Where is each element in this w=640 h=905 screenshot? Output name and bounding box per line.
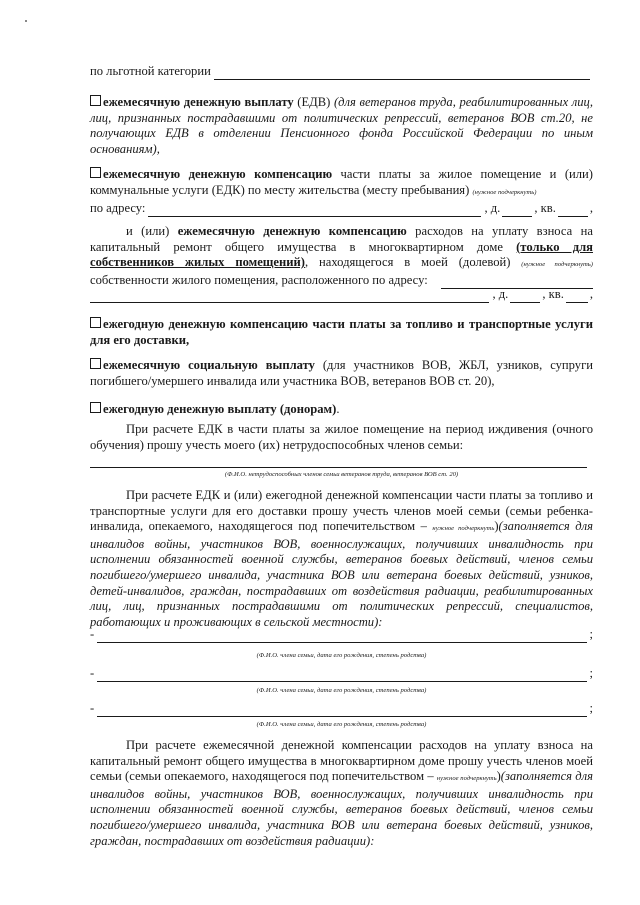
fuel-title: ежегодную денежную компенсацию части платы за топливо и транспортные услуги для его доставки, — [90, 317, 593, 347]
checkbox-social[interactable] — [90, 358, 101, 369]
fuel-family-paragraph — [90, 488, 593, 630]
fuel-family-hint: нужное подчеркнуть — [432, 525, 495, 533]
flat2-field[interactable] — [566, 291, 588, 303]
fuel-family-text: При расчете ЕДК и (или) ежегодной денежной компенсации части платы за топливо и транспортные услуги для его доставки прошу учесть членов моей семьи (семьи ребенка-инвалида, опекаемого, находящегося под попечительством – — [90, 488, 593, 534]
member-line-3 — [90, 701, 593, 717]
category-label: по льготной категории — [90, 64, 211, 78]
category-line — [90, 64, 593, 80]
member-field-2[interactable] — [97, 670, 586, 682]
dependents-caption: (Ф.И.О. нетрудоспособных членов семьи ветеранов труда, ветеранов ВОВ ст. 20) — [224, 471, 459, 478]
capital-start: и (или) — [126, 224, 178, 238]
social-title: ежемесячную социальную выплату — [103, 358, 315, 372]
address2-field[interactable] — [90, 291, 489, 303]
checkbox-edv[interactable] — [90, 95, 101, 106]
donor-end: . — [336, 402, 340, 416]
edv-title: ежемесячную денежную выплату — [103, 95, 294, 109]
capital-text2: , находящегося в моей (долевой) — [304, 255, 522, 270]
house2-field[interactable] — [510, 291, 540, 303]
member-field-3[interactable] — [97, 705, 586, 717]
edk-title: ежемесячную денежную компенсацию — [103, 167, 333, 181]
member-caption-3: (Ф.И.О. члена семьи, дата его рождения, степень родства) — [256, 721, 427, 728]
member-end: ; — [589, 701, 593, 715]
address-line-2 — [90, 287, 593, 303]
option-fuel — [90, 317, 593, 348]
address-end: , — [589, 201, 593, 215]
fuel-family-note: (заполняется для инвалидов войны, участников ВОВ, военнослужащих, получивших инвалидность при исполнении обязанностей военной службы, ветеранов боевых действий, членов семьи погибшего/умершего инвалида, участника ВОВ или ветерана боевых действий, узников, детей-инвалидов, граждан, пострадавших от воздействия радиации, реабилитированных лиц, лиц, признанных пострадавшими от политических репрессий, специалистов, работающих и проживающих в сельской местности): — [90, 519, 593, 629]
member-line-1 — [90, 627, 593, 643]
flat-label: , кв. — [534, 201, 556, 215]
checkbox-fuel[interactable] — [90, 317, 101, 328]
flat2-label: , кв. — [542, 287, 564, 301]
capital-text1: расходов на уплату взноса на капитальный ремонт общего имущества в многоквартирном доме — [90, 224, 593, 254]
option-edk — [90, 167, 593, 200]
option-edv — [90, 95, 593, 157]
member-end: ; — [589, 627, 593, 641]
member-end: ; — [589, 666, 593, 680]
capital-family-paren: ) — [496, 769, 501, 784]
address2-end: , — [589, 287, 593, 301]
category-field[interactable] — [214, 68, 590, 80]
fuel-family-paren: ) — [494, 519, 499, 534]
capital-family-note: (заполняется для инвалидов войны, участников ВОВ, военнослужащих, получивших инвалидность при исполнении обязанностей военной службы, ветеранов боевых действий, членов семьи погибшего/умершего инвалида, участника ВОВ или ветерана боевых действий, узников, граждан, пострадавших от воздействия радиации): — [90, 769, 593, 848]
social-text: (для участников ВОВ, ЖБЛ, узников, супруги погибшего/умершего инвалида или участника ВОВ, ветеранов ВОВ ст. 20), — [90, 358, 593, 388]
dependents-field[interactable] — [90, 465, 587, 468]
capital-hint: (нужное подчеркнуть) — [521, 261, 593, 269]
capital-family-paragraph — [90, 738, 593, 849]
member-dash: - — [90, 701, 95, 715]
capital-owners-only: (только для собственников жилых помещений) — [90, 239, 593, 270]
capital-family-hint: нужное подчеркнуть — [436, 775, 497, 783]
house2-label: , д. — [492, 287, 509, 301]
capital-text3: собственности жилого помещения, расположенного по адресу: — [90, 272, 428, 287]
member-caption-1: (Ф.И.О. члена семьи, дата его рождения, степень родства) — [256, 652, 427, 659]
scan-speck — [25, 20, 27, 22]
capital-title: ежемесячную денежную компенсацию — [177, 224, 407, 238]
checkbox-donor[interactable] — [90, 402, 101, 413]
address-line-1 — [90, 201, 593, 217]
member-field-1[interactable] — [97, 631, 586, 643]
option-social — [90, 358, 593, 389]
capital-family-text: При расчете ежемесячной денежной компенсации расходов на уплату взноса на капитальный ремонт общего имущества в многоквартирном доме прошу учесть членов моей семьи (семьи опекаемого, находящегося под попечительством – — [90, 738, 593, 784]
member-dash: - — [90, 627, 95, 641]
house-label: , д. — [484, 201, 501, 215]
member-dash: - — [90, 666, 95, 680]
donor-title: ежегодную денежную выплату (донорам) — [103, 402, 337, 416]
checkbox-edk[interactable] — [90, 167, 101, 178]
member-caption-2: (Ф.И.О. члена семьи, дата его рождения, степень родства) — [256, 687, 427, 694]
dependents-paragraph: При расчете ЕДК в части платы за жилое помещение на период иждивения (очного обучения) прошу учесть моего (их) нетрудоспособных членов семьи: — [90, 422, 593, 452]
edk-hint: (нужное подчеркнуть) — [472, 188, 537, 196]
member-line-2 — [90, 666, 593, 682]
house-field[interactable] — [502, 205, 532, 217]
address-field[interactable] — [148, 205, 481, 217]
edk-text: части платы за жилое помещение и (или) коммунальные услуги (ЕДК) по месту жительства (месту пребывания) — [90, 167, 593, 197]
edv-abbr: (ЕДВ) — [293, 95, 334, 109]
edv-note: (для ветеранов труда, реабилитированных лиц, лиц, признанных пострадавшими от политических репрессий, ветеранов ВОВ ст.20, не получающих ЕДВ в отделении Пенсионного фонда Российской Федерации по иным основаниям), — [90, 95, 593, 156]
option-donor — [90, 402, 593, 418]
address-label: по адресу: — [90, 201, 146, 215]
flat-field[interactable] — [558, 205, 588, 217]
